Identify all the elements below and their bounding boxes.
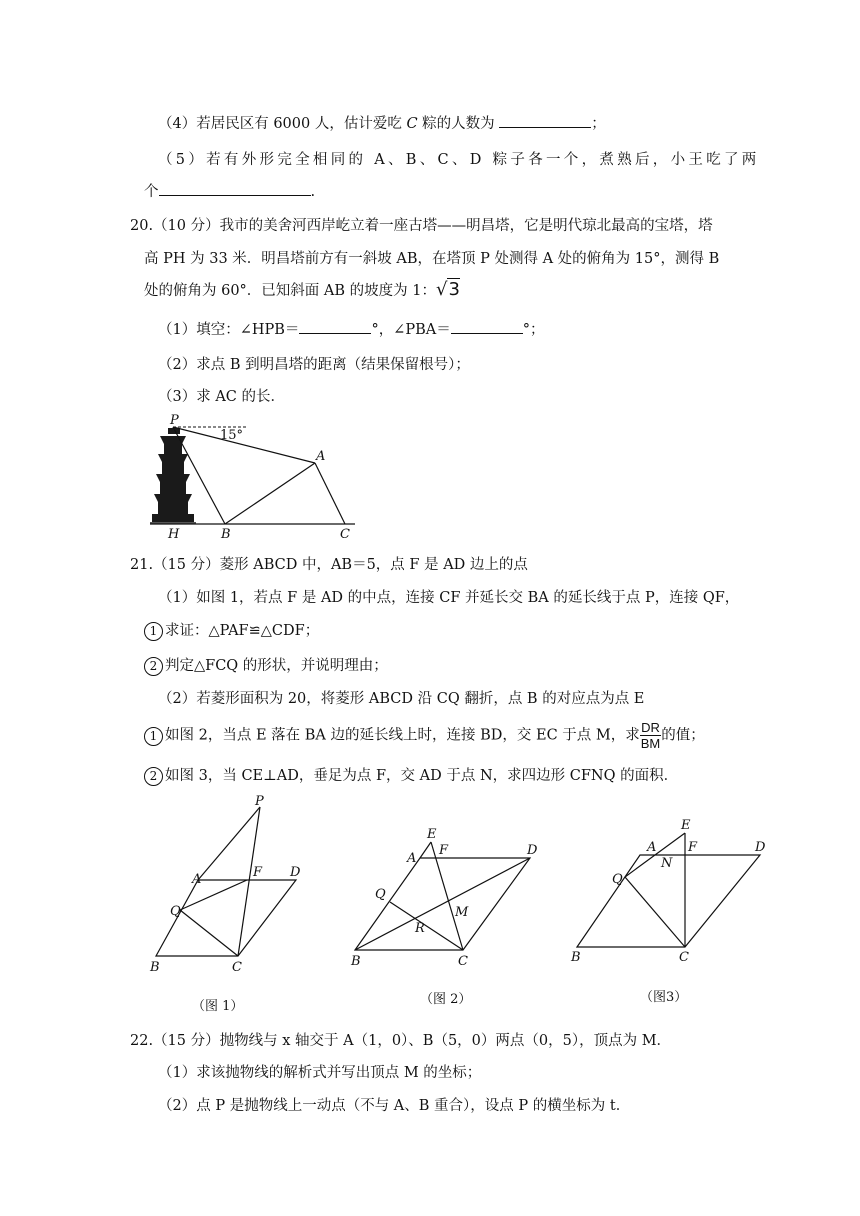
answer-blank bbox=[299, 319, 371, 334]
q20-part1: （1）填空：∠HPB＝ °，∠PBA＝ °； bbox=[158, 318, 544, 339]
label-E: E bbox=[681, 818, 691, 833]
q19-part5: （5）若有外形完全相同的 A、B、C、D 粽子各一个，煮熟后，小王吃了两 bbox=[158, 152, 760, 168]
q20-tower-diagram bbox=[140, 410, 370, 545]
label-Q: Q bbox=[375, 887, 386, 902]
q21-part1: （1）如图 1，若点 F 是 AD 的中点，连接 CF 并延长交 BA 的延长线于点 P，连接 QF， bbox=[158, 590, 740, 606]
label-A: A bbox=[407, 851, 417, 866]
label-C: C bbox=[679, 950, 689, 965]
circled-number: 2 bbox=[144, 767, 163, 786]
q19-part5-cont: 个 . bbox=[144, 180, 315, 201]
q21-figure-1 bbox=[140, 792, 330, 982]
q20-line3: 处的俯角为 60°．已知斜面 AB 的坡度为 1：√3 bbox=[144, 279, 460, 300]
label-A: A bbox=[192, 872, 202, 887]
figure-3-caption: （图3） bbox=[640, 990, 688, 1005]
q21-part2: （2）若菱形面积为 20，将菱形 ABCD 沿 CQ 翻折，点 B 的对应点为点 E bbox=[158, 691, 645, 707]
label-A: A bbox=[316, 449, 326, 464]
circled-number: 1 bbox=[144, 622, 163, 641]
q21-part2-2: 2 如图 3，当 CE⊥AD，垂足为点 F，交 AD 于点 N，求四边形 CFNQ 的面积． bbox=[144, 764, 678, 786]
label-Q: Q bbox=[170, 904, 181, 919]
label-B: B bbox=[571, 950, 581, 965]
label-C: C bbox=[232, 960, 242, 975]
q21-figure-3 bbox=[565, 815, 770, 970]
answer-blank bbox=[159, 181, 311, 196]
pagoda-icon bbox=[150, 428, 196, 524]
label-P: P bbox=[170, 413, 179, 428]
label-R: R bbox=[415, 921, 425, 936]
angle-label: 15° bbox=[220, 428, 244, 443]
q20-line1: 20.（10 分）我市的美舍河西岸屹立着一座古塔——明昌塔，它是明代琼北最高的宝塔，塔 bbox=[130, 218, 713, 234]
circled-number: 2 bbox=[144, 657, 163, 676]
label-Q: Q bbox=[612, 872, 623, 887]
q22-part2: （2）点 P 是抛物线上一动点（不与 A、B 重合），设点 P 的横坐标为 t． bbox=[158, 1098, 631, 1114]
q22-line1: 22.（15 分）抛物线与 x 轴交于 A（1，0）、B（5，0）两点（0，5），顶点为 M． bbox=[130, 1033, 672, 1049]
label-D: D bbox=[755, 840, 766, 855]
figure-1-caption: （图 1） bbox=[192, 999, 244, 1014]
label-B: B bbox=[150, 960, 160, 975]
label-B: B bbox=[221, 527, 231, 542]
q21-part1-2: 2 判定△FCQ 的形状，并说明理由； bbox=[144, 654, 388, 676]
label-C: C bbox=[458, 954, 468, 969]
label-D: D bbox=[527, 843, 538, 858]
answer-blank bbox=[451, 319, 523, 334]
label-F: F bbox=[688, 840, 698, 855]
label-M: M bbox=[455, 905, 469, 920]
sqrt-symbol: √3 bbox=[436, 279, 460, 300]
q20-line2: 高 PH 为 33 米．明昌塔前方有一斜坡 AB，在塔顶 P 处测得 A 处的俯角为 15°，测得 B bbox=[144, 251, 720, 267]
label-C: C bbox=[340, 527, 350, 542]
q22-part1: （1）求该抛物线的解析式并写出顶点 M 的坐标； bbox=[158, 1065, 482, 1081]
label-F: F bbox=[253, 865, 263, 880]
figure-2-caption: （图 2） bbox=[420, 992, 472, 1007]
label-F: F bbox=[439, 843, 449, 858]
q21-figure-2 bbox=[345, 820, 545, 975]
fraction: $\frac{DR}{BM}$ bbox=[640, 720, 661, 751]
q20-part3: （3）求 AC 的长． bbox=[158, 389, 286, 405]
label-B: B bbox=[351, 954, 361, 969]
circled-number: 1 bbox=[144, 727, 163, 746]
q21-line1: 21.（15 分）菱形 ABCD 中，AB＝5，点 F 是 AD 边上的点 bbox=[130, 557, 528, 573]
label-D: D bbox=[290, 865, 301, 880]
label-H: H bbox=[168, 527, 180, 542]
label-N: N bbox=[661, 856, 673, 871]
q21-part2-1: 1 如图 2，当点 E 落在 BA 边的延长线上时，连接 BD，交 EC 于点 M，求 $\frac{DR}{BM}$ 的值； bbox=[144, 720, 705, 751]
label-A: A bbox=[647, 840, 657, 855]
label-P: P bbox=[255, 794, 264, 809]
label-E: E bbox=[427, 827, 437, 842]
q19-part4: （4）若居民区有 6000 人，估计爱吃 C 粽的人数为 ； bbox=[158, 112, 606, 133]
q21-part1-1: 1 求证：△PAF≌△CDF； bbox=[144, 619, 319, 641]
answer-blank bbox=[499, 113, 591, 128]
q20-part2: （2）求点 B 到明昌塔的距离（结果保留根号）； bbox=[158, 357, 470, 373]
